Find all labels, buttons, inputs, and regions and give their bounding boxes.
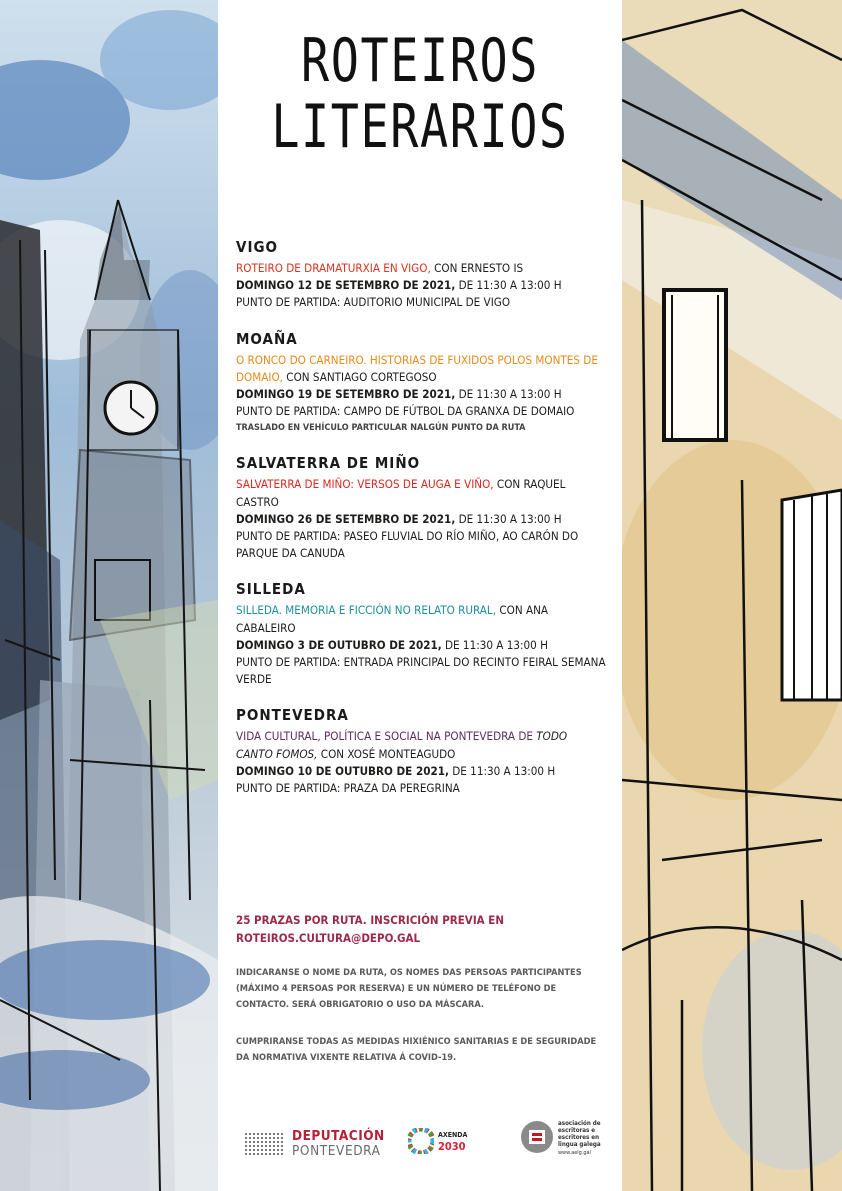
- event-meeting-point: PUNTO DE PARTIDA: ENTRADA PRINCIPAL DO RECINTO FEIRAL SEMANA VERDE: [236, 655, 606, 687]
- event-city: SALVATERRA DE MIÑO: [236, 454, 421, 473]
- event-datetime: [236, 637, 606, 654]
- registration-info: [236, 912, 606, 947]
- event-silleda: [236, 580, 606, 688]
- title-line-2: LITERARIOS: [271, 92, 569, 162]
- poster-title: [262, 28, 577, 160]
- title-line-1: ROTEIROS: [301, 26, 539, 96]
- event-date: DOMINGO 19 DE SETEMBRO DE 2021,: [236, 387, 456, 402]
- health-notes: CUMPRIRANSE TODAS AS MEDIDAS HIXIÉNICO SANITARIAS E DE SEGURIDADE DA NORMATIVA VIXENTE RELATIVA Á COVID-19.: [236, 1036, 597, 1063]
- event-note: TRASLADO EN VEHÍCULO PARTICULAR NALGÚN PUNTO DA RUTA: [236, 423, 526, 434]
- aelg-text: asociación de escritoras e escritores en lingua galega: [558, 1120, 601, 1148]
- deputacion-line-2: PONTEVEDRA: [292, 1143, 381, 1159]
- event-guest: CON ERNESTO IS: [430, 261, 524, 275]
- axenda-year: 2030: [438, 1140, 466, 1153]
- event-title-line: [236, 260, 606, 277]
- event-moana: [236, 330, 606, 437]
- event-date: DOMINGO 3 DE OUTUBRO DE 2021,: [236, 637, 442, 652]
- event-datetime: [236, 511, 606, 528]
- event-city: VIGO: [236, 238, 279, 256]
- dots-icon: [244, 1132, 284, 1156]
- event-title: SALVATERRA DE MIÑO: VERSOS DE AUGA E VIÑO,: [236, 477, 494, 492]
- event-title: ROTEIRO DE DRAMATURXIA EN VIGO,: [236, 261, 431, 275]
- event-time: DE 11:30 A 13:00 H: [441, 637, 548, 652]
- event-title: VIDA CULTURAL, POLÍTICA E SOCIAL NA PONTEVEDRA DE: [236, 729, 537, 744]
- aelg-url: www.aelg.gal: [558, 1150, 591, 1156]
- event-time: DE 11:30 A 13:00 H: [455, 511, 562, 526]
- event-title-italic: TODO CANTO FOMOS,: [236, 729, 568, 761]
- right-illustration: [622, 0, 842, 1191]
- left-illustration: [0, 0, 218, 1191]
- event-city: MOAÑA: [236, 329, 298, 348]
- event-title-line: [236, 476, 606, 510]
- event-title: SILLEDA. MEMORIA E FICCIÓN NO RELATO RURAL,: [236, 603, 497, 618]
- event-city: PONTEVEDRA: [236, 706, 349, 725]
- aelg-emblem-icon: [520, 1120, 554, 1154]
- registration-email[interactable]: ROTEIROS.CULTURA@DEPO.GAL: [236, 930, 421, 945]
- event-title-line: [236, 602, 606, 636]
- deputacion-line-1: DEPUTACIÓN: [292, 1128, 385, 1144]
- event-meeting-point: PUNTO DE PARTIDA: AUDITORIO MUNICIPAL DE VIGO: [236, 295, 511, 310]
- axenda-label: AXENDA: [438, 1131, 468, 1139]
- event-title-line: [236, 352, 606, 386]
- event-time: DE 11:30 A 13:00 H: [455, 278, 562, 293]
- event-salvaterra: [236, 454, 606, 562]
- event-meeting-point: PUNTO DE PARTIDA: PASEO FLUVIAL DO RÍO MIÑO, AO CARÓN DO PARQUE DA CANUDA: [236, 529, 579, 561]
- axenda-2030-logo: [408, 1128, 468, 1158]
- event-city: SILLEDA: [236, 580, 306, 599]
- event-date: DOMINGO 10 DE OUTUBRO DE 2021,: [236, 763, 449, 778]
- event-datetime: [236, 277, 606, 294]
- aelg-logo: [520, 1120, 601, 1158]
- event-datetime: [236, 763, 606, 780]
- sponsor-logos: [218, 1120, 622, 1170]
- event-guest: CON ANA CABALEIRO: [236, 603, 549, 635]
- event-date: DOMINGO 12 DE SETEMBRO DE 2021,: [236, 278, 456, 293]
- event-title-line: [236, 728, 606, 762]
- event-meeting-point: PUNTO DE PARTIDA: CAMPO DE FÚTBOL DA GRANXA DE DOMAIO: [236, 404, 575, 419]
- event-guest: CON XOSÉ MONTEAGUDO: [317, 746, 456, 761]
- sdg-wheel-icon: [408, 1128, 434, 1154]
- event-title: O RONCO DO CARNEIRO. HISTORIAS DE FUXIDOS POLOS MONTES DE DOMAIO,: [236, 352, 598, 384]
- content-column: [218, 0, 622, 1191]
- registration-text: 25 PRAZAS POR RUTA. INSCRICIÓN PREVIA EN: [236, 913, 504, 927]
- event-datetime: [236, 386, 606, 403]
- event-pontevedra: [236, 706, 606, 797]
- event-guest: CON SANTIAGO CORTEGOSO: [282, 369, 437, 384]
- event-date: DOMINGO 26 DE SETEMBRO DE 2021,: [236, 511, 456, 526]
- event-vigo: [236, 238, 606, 312]
- event-guest: CON RAQUEL CASTRO: [236, 477, 566, 509]
- registration-notes: INDICARANSE O NOME DA RUTA, OS NOMES DAS PERSOAS PARTICIPANTES (MÁXIMO 4 PERSOAS POR RESERVA) E UN NÚMERO DE TELÉFONO DE CONTACTO. SERÁ OBRIGATORIO O USO DA MÁSCARA.: [236, 967, 582, 1010]
- event-time: DE 11:30 A 13:00 H: [448, 763, 556, 778]
- event-meeting-point: PUNTO DE PARTIDA: PRAZA DA PEREGRINA: [236, 781, 460, 796]
- event-list: [236, 238, 606, 815]
- event-time: DE 11:30 A 13:00 H: [455, 387, 562, 402]
